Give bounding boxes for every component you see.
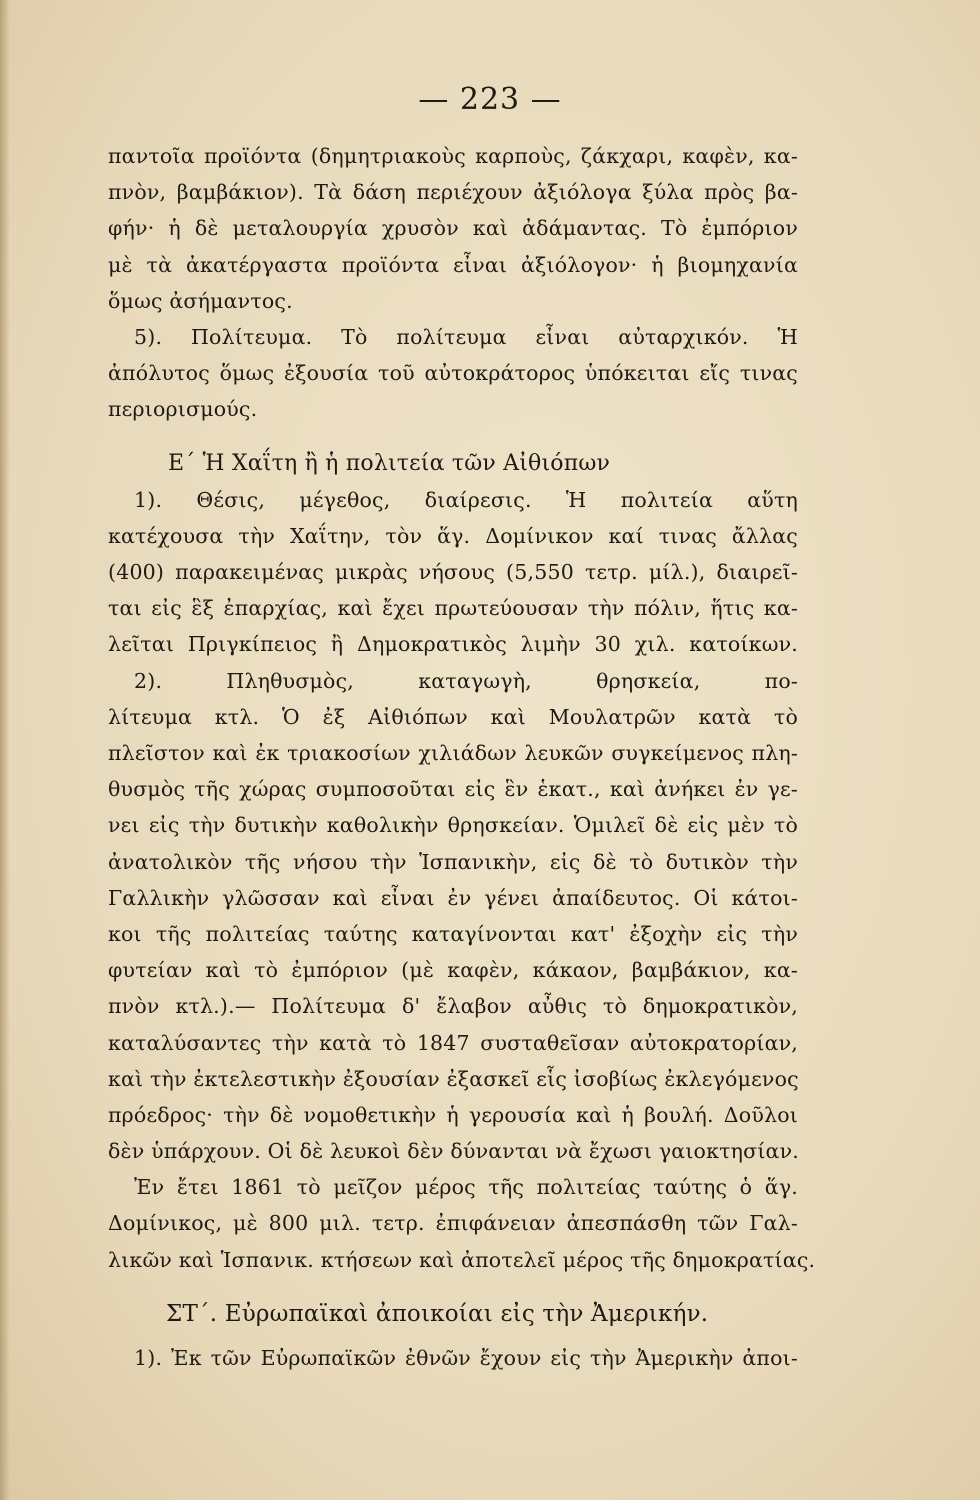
- text-line: ἀνατολικὸν τῆς νήσου τὴν Ἱσπανικὴν, εἰς δὲ τὸ δυτικὸν τὴν: [108, 849, 798, 874]
- section-heading-colonies: ΣΤ΄. Εὐρωπαϊκαὶ ἀποικοίαι εἰς τὴν Ἀμερικήν.: [166, 1300, 709, 1327]
- text-line: ται εἰς ἓξ ἐπαρχίας, καὶ ἔχει πρωτεύουσαν τὴν πόλιν, ἥτις κα-: [108, 596, 798, 621]
- paragraph-1861: [108, 1169, 816, 1278]
- text-line: πρόεδρος· τὴν δὲ νομοθετικὴν ἡ γερουσία καὶ ἡ βουλή. Δοῦλοι: [108, 1102, 798, 1127]
- text-line: 5). Πολίτευμα. Τὸ πολίτευμα εἶναι αὐταρχικόν. Ἡ: [134, 324, 798, 349]
- text-line: πνὸν κτλ.).— Πολίτευμα δ' ἔλαβον αὖθις τὸ δημοκρατικὸν,: [108, 994, 798, 1019]
- text-line: φυτείαν καὶ τὸ ἐμπόριον (μὲ καφὲν, κάκαον, βαμβάκιον, κα-: [108, 958, 798, 983]
- text-line: 1). Ἐκ τῶν Εὐρωπαϊκῶν ἐθνῶν ἔχουν εἰς τὴν Ἀμερικὴν ἀποι-: [134, 1346, 798, 1370]
- paragraph-population: [108, 663, 798, 1170]
- paragraph-position: [108, 482, 798, 663]
- text-line: φήν· ἡ δὲ μεταλουργία χρυσὸν καὶ ἀδάμαντας. Τὸ ἐμπόριον: [108, 216, 798, 241]
- section-heading-haiti: Ε΄ Ἡ Χαΐτη ἢ ἡ πολιτεία τῶν Αἰθιόπων: [168, 450, 611, 476]
- page-edge-shadow: [0, 0, 10, 1500]
- paragraph-colonies: [108, 1340, 798, 1376]
- text-line: κατέχουσα τὴν Χαΐτην, τὸν ἅγ. Δομίνικον καί τινας ἄλλας: [108, 523, 798, 548]
- text-line: λεῖται Πριγκίπειος ἢ Δημοκρατικὸς λιμὴν 30 χιλ. κατοίκων.: [108, 632, 798, 657]
- text-line: ἀπόλυτος ὅμως ἐξουσία τοῦ αὐτοκράτορος ὑπόκειται εἴς τινας: [108, 361, 798, 386]
- text-line: καὶ τὴν ἐκτελεστικὴν ἐξουσίαν ἐξασκεῖ εἷς ἰσοβίως ἐκλεγόμενος: [108, 1066, 799, 1091]
- text-line: κοι τῆς πολιτείας ταύτης καταγίνονται κατ' ἐξοχὴν εἰς τὴν: [108, 921, 798, 946]
- text-line: δὲν ὑπάρχουν. Οἱ δὲ λευκοὶ δὲν δύνανται νὰ ἔχωσι γαιοκτησίαν.: [108, 1139, 799, 1164]
- text-line: μὲ τὰ ἀκατέργαστα προϊόντα εἶναι ἀξιόλογον· ἡ βιομηχανία: [108, 252, 798, 277]
- text-line: Γαλλικὴν γλῶσσαν καὶ εἶναι ἐν γένει ἀπαίδευτος. Οἱ κάτοι-: [108, 885, 798, 910]
- text-line: 2). Πληθυσμὸς, καταγωγὴ, θρησκεία, πο-: [134, 668, 798, 693]
- text-line: Δομίνικος, μὲ 800 μιλ. τετρ. ἐπιφάνειαν ἀπεσπάσθη τῶν Γαλ-: [108, 1211, 798, 1236]
- text-line: πλεῖστον καὶ ἐκ τριακοσίων χιλιάδων λευκῶν συγκείμενος πλη-: [108, 741, 798, 765]
- text-line: λίτευμα κτλ. Ὁ ἐξ Αἰθιόπων καὶ Μουλατρῶν κατὰ τὸ: [108, 704, 798, 729]
- text-line: θυσμὸς τῆς χώρας συμποσοῦται εἰς ἓν ἑκατ., καὶ ἀνήκει ἐν γε-: [108, 777, 798, 802]
- page-number: — 223 —: [418, 82, 562, 117]
- text-line: περιορισμούς.: [108, 397, 258, 422]
- text-line: παντοῖα προϊόντα (δημητριακοὺς καρποὺς, ζάκχαρι, καφὲν, κα-: [108, 144, 798, 168]
- text-body: [108, 138, 816, 1376]
- text-line: πνὸν, βαμβάκιον). Τὰ δάση περιέχουν ἀξιόλογα ξύλα πρὸς βα-: [108, 180, 798, 205]
- paragraph-government: [108, 319, 798, 428]
- text-line: 1). Θέσις, μέγεθος, διαίρεσις. Ἡ πολιτεία αὕτη: [134, 487, 798, 512]
- text-line: Ἐν ἔτει 1861 τὸ μεῖζον μέρος τῆς πολιτείας ταύτης ὁ ἅγ.: [134, 1175, 798, 1200]
- text-line: καταλύσαντες τὴν κατὰ τὸ 1847 συσταθεῖσαν αὐτοκρατορίαν,: [108, 1030, 798, 1055]
- text-line: νει εἰς τὴν δυτικὴν καθολικὴν θρησκείαν. Ὁμιλεῖ δὲ εἰς μὲν τὸ: [108, 813, 798, 838]
- text-line: ὅμως ἀσήμαντος.: [108, 288, 293, 313]
- text-line: λικῶν καὶ Ἱσπανικ. κτήσεων καὶ ἀποτελεῖ μέρος τῆς δημοκρατίας.: [108, 1247, 816, 1272]
- paragraph-products: [108, 138, 798, 319]
- text-line: (400) παρακειμένας μικρὰς νήσους (5,550 τετρ. μίλ.), διαιρεῖ-: [108, 560, 798, 585]
